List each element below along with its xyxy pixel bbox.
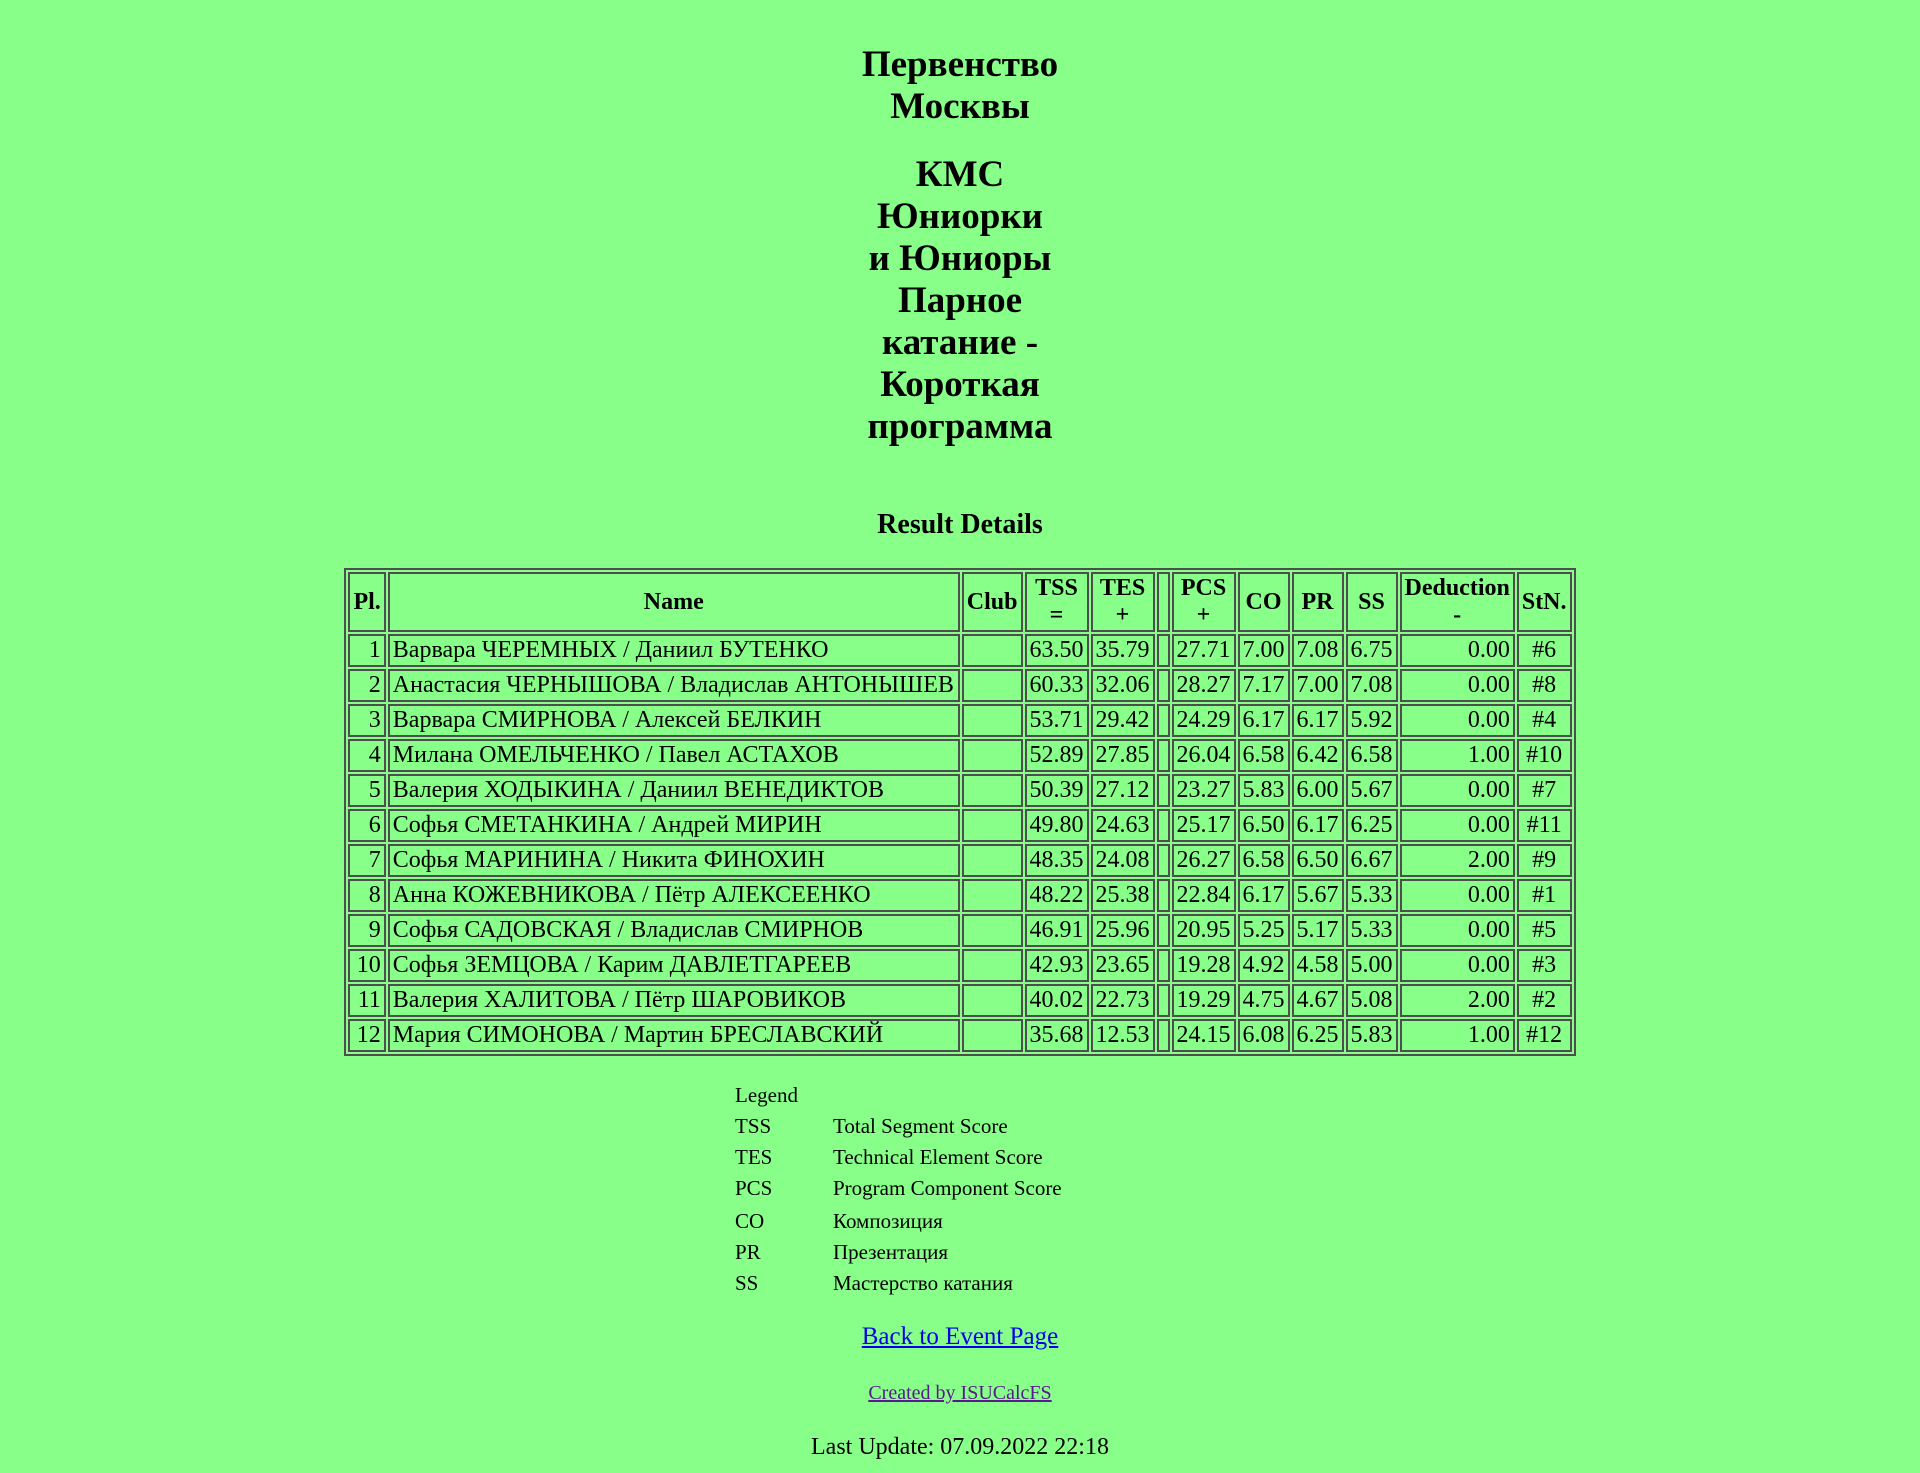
cell-co: 5.83 [1238,774,1290,807]
result-row [348,984,1571,1017]
result-row [348,879,1571,912]
cell-pr: 6.17 [1292,704,1344,737]
result-row [348,774,1571,807]
cell-tes: 12.53 [1091,1019,1155,1052]
col-header-deduction [1400,572,1515,632]
legend-definition: Мастерство катания [833,1271,1013,1295]
legend-row [735,1239,1062,1270]
cell-tss: 50.39 [1025,774,1089,807]
cell-tss: 60.33 [1025,669,1089,702]
cell-deduction: 1.00 [1400,1019,1515,1052]
cell-pcs: 27.71 [1172,634,1236,667]
cell-tss: 49.80 [1025,809,1089,842]
cell-pl: 2 [348,669,385,702]
col-header-tes-abbr: TES [1099,575,1146,601]
cell-deduction: 0.00 [1400,914,1515,947]
cell-tes: 24.63 [1091,809,1155,842]
result-row [348,949,1571,982]
cell-spacer [1157,809,1170,842]
cell-ss: 7.08 [1346,669,1398,702]
last-update: Last Update: 07.09.2022 22:18 [811,1434,1109,1460]
result-row [348,914,1571,947]
cell-pr: 7.08 [1292,634,1344,667]
cell-tes: 24.08 [1091,844,1155,877]
cell-tes: 23.65 [1091,949,1155,982]
cell-stn: #4 [1517,704,1572,737]
col-header-tss-sign: = [1049,602,1064,628]
cell-deduction: 2.00 [1400,984,1515,1017]
category-title-line: Короткая [880,364,1040,405]
cell-pl: 9 [348,914,385,947]
col-header-pcs-abbr: PCS [1180,575,1227,601]
cell-pr: 5.17 [1292,914,1344,947]
cell-deduction: 2.00 [1400,844,1515,877]
category-title-line: Юниорки [876,196,1043,237]
cell-deduction: 1.00 [1400,739,1515,772]
cell-pr: 5.67 [1292,879,1344,912]
legend-row [735,1175,1062,1206]
cell-name: Мария СИМОНОВА / Мартин БРЕСЛАВСКИЙ [388,1019,960,1052]
cell-tss: 52.89 [1025,739,1089,772]
col-header-start-number: StN. [1517,572,1572,632]
cell-pcs: 20.95 [1172,914,1236,947]
cell-spacer [1157,774,1170,807]
legend-row [735,1270,1062,1301]
cell-pr: 4.67 [1292,984,1344,1017]
col-header-co: CO [1238,572,1290,632]
legend-title: Legend [735,1083,798,1107]
result-row [348,669,1571,702]
cell-name: Варвара СМИРНОВА / Алексей БЕЛКИН [388,704,960,737]
cell-pcs: 19.28 [1172,949,1236,982]
cell-pl: 11 [348,984,385,1017]
cell-club [962,1019,1023,1052]
cell-pr: 4.58 [1292,949,1344,982]
legend-row [735,1144,1062,1175]
col-header-spacer [1157,572,1170,632]
cell-pr: 6.17 [1292,809,1344,842]
cell-stn: #1 [1517,879,1572,912]
result-row [348,844,1571,877]
cell-deduction: 0.00 [1400,949,1515,982]
cell-name: Валерия ХОДЫКИНА / Даниил ВЕНЕДИКТОВ [388,774,960,807]
cell-pcs: 22.84 [1172,879,1236,912]
cell-pcs: 25.17 [1172,809,1236,842]
legend-term: CO [735,1209,765,1233]
cell-club [962,669,1023,702]
result-row [348,634,1571,667]
cell-club [962,704,1023,737]
cell-pr: 7.00 [1292,669,1344,702]
legend-definition: Total Segment Score [833,1114,1008,1138]
cell-stn: #5 [1517,914,1572,947]
cell-tss: 35.68 [1025,1019,1089,1052]
cell-stn: #7 [1517,774,1572,807]
cell-deduction: 0.00 [1400,634,1515,667]
cell-tes: 32.06 [1091,669,1155,702]
col-header-pr: PR [1292,572,1344,632]
cell-deduction: 0.00 [1400,669,1515,702]
col-header-pcs-sign: + [1196,602,1211,628]
cell-pl: 1 [348,634,385,667]
legend-row [735,1206,1062,1239]
cell-tss: 42.93 [1025,949,1089,982]
event-title-line: Первенство [861,44,1059,85]
category-title-line: и Юниоры [868,238,1052,279]
cell-name: Софья МАРИНИНА / Никита ФИНОХИН [388,844,960,877]
back-to-event-link[interactable]: Back to Event Page [861,1323,1059,1350]
cell-pcs: 28.27 [1172,669,1236,702]
category-title [0,154,1920,448]
legend-definition: Презентация [833,1240,948,1264]
cell-pl: 5 [348,774,385,807]
cell-stn: #12 [1517,1019,1572,1052]
cell-club [962,634,1023,667]
cell-pl: 10 [348,949,385,982]
cell-spacer [1157,914,1170,947]
cell-tes: 27.85 [1091,739,1155,772]
cell-ss: 6.58 [1346,739,1398,772]
cell-pl: 7 [348,844,385,877]
cell-name: Софья ЗЕМЦОВА / Карим ДАВЛЕТГАРЕЕВ [388,949,960,982]
cell-co: 6.17 [1238,879,1290,912]
results-table [344,568,1575,1056]
col-header-deduction-label: Deduction [1404,575,1510,601]
cell-name: Анна КОЖЕВНИКОВА / Пётр АЛЕКСЕЕНКО [388,879,960,912]
cell-club [962,914,1023,947]
legend-term: TES [735,1145,773,1169]
cell-tss: 48.22 [1025,879,1089,912]
col-header-deduction-sign: - [1453,602,1462,628]
cell-pl: 3 [348,704,385,737]
cell-deduction: 0.00 [1400,879,1515,912]
cell-spacer [1157,669,1170,702]
legend-definition: Technical Element Score [833,1145,1043,1169]
cell-pl: 8 [348,879,385,912]
cell-pcs: 26.27 [1172,844,1236,877]
category-title-line: программа [867,406,1053,447]
result-row [348,704,1571,737]
cell-tss: 40.02 [1025,984,1089,1017]
legend-table [735,1082,1062,1301]
cell-pr: 6.42 [1292,739,1344,772]
cell-spacer [1157,1019,1170,1052]
col-header-name: Name [388,572,960,632]
cell-club [962,739,1023,772]
col-header-tss [1025,572,1089,632]
cell-spacer [1157,984,1170,1017]
cell-pcs: 26.04 [1172,739,1236,772]
cell-pr: 6.00 [1292,774,1344,807]
cell-co: 6.50 [1238,809,1290,842]
cell-ss: 6.67 [1346,844,1398,877]
cell-co: 5.25 [1238,914,1290,947]
results-header-row [348,572,1571,632]
cell-ss: 5.33 [1346,879,1398,912]
cell-name: Милана ОМЕЛЬЧЕНКО / Павел АСТАХОВ [388,739,960,772]
legend-definition: Program Component Score [833,1176,1062,1200]
cell-club [962,949,1023,982]
cell-spacer [1157,879,1170,912]
cell-co: 6.17 [1238,704,1290,737]
cell-name: Варвара ЧЕРЕМНЫХ / Даниил БУТЕНКО [388,634,960,667]
category-title-line: катание - [881,322,1039,363]
legend-term: TSS [735,1114,772,1138]
cell-spacer [1157,634,1170,667]
cell-tes: 35.79 [1091,634,1155,667]
legend-definition: Композиция [833,1209,943,1233]
cell-ss: 6.75 [1346,634,1398,667]
cell-tss: 48.35 [1025,844,1089,877]
section-title: Result Details [877,509,1043,540]
cell-tes: 22.73 [1091,984,1155,1017]
cell-name: Софья САДОВСКАЯ / Владислав СМИРНОВ [388,914,960,947]
cell-deduction: 0.00 [1400,809,1515,842]
cell-spacer [1157,739,1170,772]
cell-tss: 53.71 [1025,704,1089,737]
cell-club [962,774,1023,807]
cell-stn: #2 [1517,984,1572,1017]
cell-tes: 25.38 [1091,879,1155,912]
cell-spacer [1157,949,1170,982]
cell-co: 6.58 [1238,739,1290,772]
cell-ss: 5.92 [1346,704,1398,737]
col-header-pcs [1172,572,1236,632]
cell-ss: 6.25 [1346,809,1398,842]
cell-spacer [1157,704,1170,737]
cell-name: Софья СМЕТАНКИНА / Андрей МИРИН [388,809,960,842]
cell-ss: 5.33 [1346,914,1398,947]
cell-stn: #8 [1517,669,1572,702]
result-row [348,809,1571,842]
legend [735,1082,1920,1301]
cell-deduction: 0.00 [1400,704,1515,737]
cell-ss: 5.08 [1346,984,1398,1017]
cell-deduction: 0.00 [1400,774,1515,807]
col-header-tss-abbr: TSS [1035,575,1078,601]
results-tbody [348,634,1571,1052]
col-header-tes [1091,572,1155,632]
legend-title-row [735,1082,1062,1113]
created-by-link[interactable]: Created by ISUCalcFS [868,1382,1052,1404]
created-by-row [0,1381,1920,1405]
cell-spacer [1157,844,1170,877]
cell-tss: 63.50 [1025,634,1089,667]
cell-pl: 6 [348,809,385,842]
legend-term: SS [735,1271,759,1295]
cell-co: 7.17 [1238,669,1290,702]
cell-tes: 27.12 [1091,774,1155,807]
cell-co: 7.00 [1238,634,1290,667]
cell-pcs: 23.27 [1172,774,1236,807]
cell-pl: 12 [348,1019,385,1052]
cell-pr: 6.25 [1292,1019,1344,1052]
cell-club [962,809,1023,842]
cell-co: 4.92 [1238,949,1290,982]
cell-pcs: 24.29 [1172,704,1236,737]
legend-row [735,1113,1062,1144]
cell-tss: 46.91 [1025,914,1089,947]
cell-ss: 5.83 [1346,1019,1398,1052]
col-header-place: Pl. [348,572,385,632]
result-row [348,1019,1571,1052]
cell-stn: #9 [1517,844,1572,877]
cell-name: Валерия ХАЛИТОВА / Пётр ШАРОВИКОВ [388,984,960,1017]
cell-tes: 25.96 [1091,914,1155,947]
col-header-tes-sign: + [1115,602,1130,628]
cell-club [962,844,1023,877]
cell-co: 4.75 [1238,984,1290,1017]
cell-pcs: 24.15 [1172,1019,1236,1052]
cell-stn: #11 [1517,809,1572,842]
cell-stn: #10 [1517,739,1572,772]
cell-pl: 4 [348,739,385,772]
cell-stn: #6 [1517,634,1572,667]
cell-ss: 5.67 [1346,774,1398,807]
cell-co: 6.08 [1238,1019,1290,1052]
category-title-line: Парное [897,280,1023,321]
cell-pr: 6.50 [1292,844,1344,877]
cell-pcs: 19.29 [1172,984,1236,1017]
event-title-line: Москвы [890,86,1030,127]
cell-co: 6.58 [1238,844,1290,877]
legend-term: PR [735,1240,761,1264]
cell-name: Анастасия ЧЕРНЫШОВА / Владислав АНТОНЫШЕВ [388,669,960,702]
cell-stn: #3 [1517,949,1572,982]
cell-club [962,879,1023,912]
legend-term: PCS [735,1176,773,1200]
category-title-line: КМС [915,154,1005,195]
cell-tes: 29.42 [1091,704,1155,737]
col-header-club: Club [962,572,1023,632]
event-title [0,44,1920,128]
cell-ss: 5.00 [1346,949,1398,982]
back-link-row [0,1321,1920,1353]
result-row [348,739,1571,772]
cell-club [962,984,1023,1017]
col-header-ss: SS [1346,572,1398,632]
